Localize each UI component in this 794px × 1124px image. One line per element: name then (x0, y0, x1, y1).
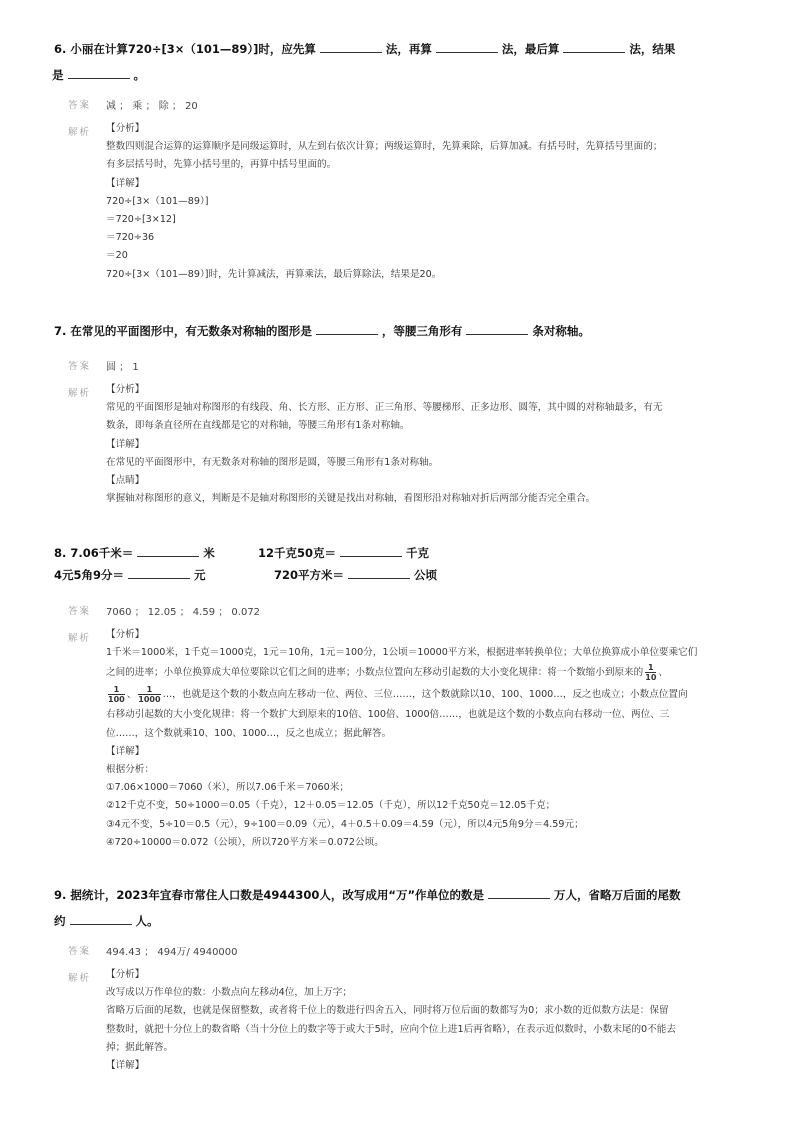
q8-analysis (106, 626, 722, 852)
separator: 、 (658, 667, 668, 679)
q9-answer: 494.43 ； 494万/ 4940000 (106, 947, 238, 958)
q9-stem (54, 882, 754, 934)
fraction-one-hundredth (108, 685, 125, 704)
separator: 、 (126, 689, 137, 701)
q6-line: 720÷[3×（101—89）] (106, 195, 209, 207)
q6-line: 【详解】 (106, 177, 145, 189)
q8-line (106, 684, 722, 706)
q7-blank-2[interactable] (466, 321, 528, 335)
fraction-denominator: 10 (645, 672, 657, 682)
q7-text-1: 7. 在常见的平面图形中，有无数条对称轴的图形是 (54, 324, 312, 338)
q9-text-1: 9. 据统计，2023年宜春市常住人口数是4944300人，改写成用“万”作单位的数是 (54, 888, 485, 902)
fraction-one-tenth (645, 663, 656, 682)
q9-line: 掉；据此解答。 (106, 1041, 174, 1053)
q8-blank-4[interactable] (348, 565, 410, 579)
q6-line: ＝720÷[3×12] (106, 214, 176, 226)
q9-line: 【详解】 (106, 1060, 145, 1072)
q6-answer: 减 ； 乘 ； 除 ； 20 (106, 101, 198, 112)
q9-line: 【分析】 (106, 969, 145, 980)
q7-line: 【分析】 (106, 384, 145, 395)
q6-blank-3[interactable] (563, 39, 625, 53)
q6-text-5: 是 (52, 68, 64, 82)
q8-line: ①7.06×1000＝7060（米），所以7.06千米＝7060米； (106, 782, 349, 794)
q9-analysis (106, 966, 722, 1075)
fraction-numerator: 1 (645, 663, 656, 673)
q8-line: 1千米＝1000米，1千克＝1000克，1元＝10角，1元＝100分，1公顷＝10000平方米，根据进率转换单位；大单位换算成小单位要乘它们 (106, 647, 698, 659)
q8-blank-1[interactable] (137, 543, 199, 557)
q8-row-2 (54, 562, 754, 588)
q7-line: 【点睛】 (106, 475, 145, 487)
q6-analysis-label: 解析 (68, 127, 92, 138)
fraction-numerator: 1 (108, 685, 125, 695)
q8-text-4: 千克 (406, 546, 430, 560)
q8-text-1: 8. 7.06千米＝ (54, 546, 134, 560)
q7-analysis-label: 解析 (68, 388, 92, 399)
q8-answer-label: 答案 (68, 606, 92, 617)
q9-answer-label: 答案 (68, 946, 92, 957)
q7-analysis (106, 381, 722, 508)
fraction-numerator: 1 (138, 685, 160, 695)
q7-text-2: ，等腰三角形有 (381, 324, 463, 338)
q9-line: 改写成以万作单位的数：小数点向左移动4位，加上万字； (106, 987, 352, 999)
q6-text-6: 。 (133, 68, 145, 82)
q8-line (106, 662, 722, 684)
q8-line: 位……，这个数就乘10、100、1000…，反之也成立；据此解答。 (106, 727, 392, 739)
q8-line: 根据分析： (106, 764, 154, 776)
q6-analysis (106, 120, 722, 284)
q7-line: 【详解】 (106, 438, 145, 450)
q8-analysis-label: 解析 (68, 633, 92, 644)
q6-blank-1[interactable] (320, 39, 382, 53)
q8-line: 【详解】 (106, 745, 145, 757)
q9-text-4: 人。 (135, 914, 159, 928)
q7-text-3: 条对称轴。 (532, 324, 590, 338)
q6-line: 整数四则混合运算的运算顺序是同级运算时，从左到右依次计算；两级运算时，先算乘除，后算加减。有括号时，先算括号里面的； (106, 141, 663, 153)
q6-blank-4[interactable] (68, 65, 130, 79)
q8-text-5: 4元5角9分＝ (54, 568, 125, 582)
fraction-denominator: 1000 (138, 694, 161, 704)
q6-text-4: 法，结果 (629, 42, 676, 56)
q7-answer-label: 答案 (68, 361, 92, 372)
q8-text-6: 元 (194, 568, 206, 582)
q8-line: 右移动引起数的大小变化规律：将一个数扩大到原来的10倍、100倍、1000倍……，也就是这个数的小数点向右移动一位、两位、三 (106, 709, 670, 721)
q9-line: 省略万后面的尾数，也就是保留整数，或者将千位上的数进行四舍五入，同时将万位后面的数都写为0；求小数的近似数方法是：保留 (106, 1005, 669, 1017)
q6-line: 720÷[3×（101—89）]时，先计算减法，再算乘法，最后算除法，结果是20。 (106, 268, 442, 280)
q8-text-7: 720平方米＝ (274, 568, 345, 582)
q8-text-3: 12千克50克＝ (258, 546, 337, 560)
q7-line: 掌握轴对称图形的意义，判断是不是轴对称图形的关键是找出对称轴，看图形沿对称轴对折后两部分能否完全重合。 (106, 493, 596, 505)
q8-text-2: 米 (203, 546, 215, 560)
q7-blank-1[interactable] (316, 321, 378, 335)
q9-blank-2[interactable] (70, 911, 132, 925)
q9-blank-1[interactable] (488, 885, 550, 899)
q7-line: 在常见的平面图形中，有无数条对称轴的图形是圆，等腰三角形有1条对称轴。 (106, 456, 439, 468)
q7-answer: 圆 ； 1 (106, 362, 139, 373)
q8-line-text: 之间的进率；小单位换算成大单位要除以它们之间的进率；小数点位置向左移动引起数的大小变化规律：将一个数缩小到原来的 (106, 667, 644, 679)
q7-line: 数条，即每条直径所在直线都是它的对称轴，等腰三角形有1条对称轴。 (106, 420, 410, 432)
q6-line: 【分析】 (106, 123, 145, 134)
q6-line: ＝720÷36 (106, 232, 155, 244)
q7-stem (54, 318, 754, 344)
q6-answer-label: 答案 (68, 100, 92, 111)
q6-text-3: 法，最后算 (501, 42, 560, 56)
q8-line: ②12千克不变，50÷1000＝0.05（千克），12＋0.05＝12.05（千克），所以12千克50克＝12.05千克； (106, 800, 556, 812)
q8-line: 【分析】 (106, 629, 145, 640)
q9-analysis-label: 解析 (68, 973, 92, 984)
q9-text-2: 万人，省略万后面的尾数 (554, 888, 681, 902)
q6-blank-2[interactable] (436, 39, 498, 53)
q8-answer: 7060 ； 12.05 ； 4.59 ； 0.072 (106, 607, 261, 618)
q6-stem (54, 36, 754, 88)
q8-line: ③4元不变，5÷10＝0.5（元），9÷100＝0.09（元），4＋0.5＋0.09＝4.59（元），所以4元5角9分＝4.59元； (106, 818, 584, 830)
fraction-one-thousandth (138, 685, 160, 704)
fraction-denominator: 100 (108, 694, 125, 704)
q6-line: ＝20 (106, 250, 128, 262)
q8-line: ④720÷10000＝0.072（公顷），所以720平方米＝0.072公顷。 (106, 836, 384, 848)
q8-text-8: 公顷 (414, 568, 438, 582)
q6-text-1: 6. 小丽在计算720÷[3×（101—89）]时，应先算 (54, 42, 316, 56)
q6-text-2: 法，再算 (385, 42, 432, 56)
q8-blank-3[interactable] (128, 565, 190, 579)
q7-line: 常见的平面图形是轴对称图形的有线段、角、长方形、正方形、正三角形、等腰梯形、正多边形、圆等，其中圆的对称轴最多，有无 (106, 402, 663, 414)
q6-line: 有多层括号时，先算小括号里的，再算中括号里面的。 (106, 159, 337, 171)
q8-blank-2[interactable] (340, 543, 402, 557)
q8-line-text: …，也就是这个数的小数点向左移动一位、两位、三位……，这个数就除以10、100、1000…，反之也成立；小数点位置向 (162, 689, 688, 701)
q9-text-3: 约 (54, 914, 66, 928)
q9-line: 整数时，就把十分位上的数省略（当十分位上的数字等于或大于5时，应向个位上进1后再省略），在表示近似数时，小数末尾的0不能去 (106, 1023, 676, 1035)
